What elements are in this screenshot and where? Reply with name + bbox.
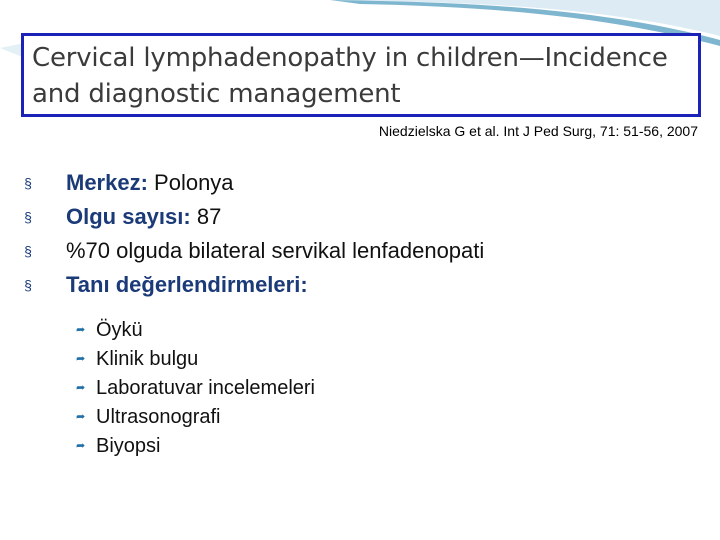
sub-bullet-list	[76, 316, 315, 461]
square-bullet-icon: §	[24, 243, 32, 259]
square-bullet-icon: §	[24, 209, 32, 225]
sub-item-text: Klinik bulgu	[96, 348, 199, 370]
curved-arrow-icon: ➦	[76, 382, 86, 394]
sub-list-item	[76, 345, 315, 374]
sub-item-text: Öykü	[96, 319, 143, 341]
item-text: %70 olguda bilateral servikal lenfadenopati	[66, 238, 485, 263]
item-label: Tanı değerlendirmeleri:	[66, 272, 308, 297]
slide-title: Cervical lymphadenopathy in children—Incidence and diagnostic management	[32, 43, 668, 109]
sub-list-item	[76, 403, 315, 432]
list-item	[18, 201, 708, 235]
square-bullet-icon: §	[24, 277, 32, 293]
item-text: 87	[190, 204, 222, 229]
square-bullet-icon: §	[24, 175, 32, 191]
curved-arrow-icon: ➦	[76, 440, 86, 452]
curved-arrow-icon: ➦	[76, 353, 86, 365]
sub-item-text: Laboratuvar incelemeleri	[96, 377, 316, 399]
curved-arrow-icon: ➦	[76, 324, 86, 336]
item-label: Merkez:	[66, 170, 148, 195]
citation: Niedzielska G et al. Int J Ped Surg, 71: 51-56, 2007	[378, 123, 698, 139]
curved-arrow-icon: ➦	[76, 411, 86, 423]
sub-list-item	[76, 432, 315, 461]
main-bullet-list	[18, 167, 708, 303]
sub-list-item	[76, 316, 315, 345]
sub-item-text: Biyopsi	[96, 435, 161, 457]
item-label: Olgu sayısı:	[66, 204, 191, 229]
sub-list-item	[76, 374, 315, 403]
sub-item-text: Ultrasonografi	[96, 406, 221, 428]
list-item	[18, 235, 708, 269]
list-item	[18, 167, 708, 201]
list-item	[18, 269, 708, 303]
title-box	[21, 33, 701, 117]
item-text: Polonya	[147, 170, 234, 195]
